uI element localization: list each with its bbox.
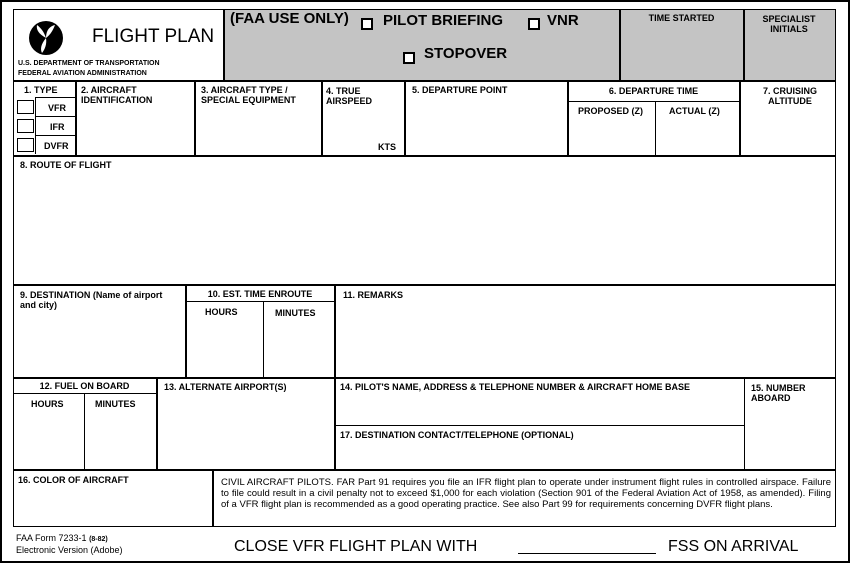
number-aboard-field[interactable] bbox=[744, 378, 836, 470]
vnr-label: VNR bbox=[547, 12, 579, 29]
faa-use-box bbox=[224, 9, 620, 81]
vfr-checkbox[interactable] bbox=[17, 100, 34, 114]
true-airspeed-field[interactable] bbox=[322, 81, 405, 156]
form-number-line bbox=[16, 533, 108, 545]
kts-label: KTS bbox=[378, 142, 396, 152]
aircraft-color-label: 16. COLOR OF AIRCRAFT bbox=[18, 475, 129, 485]
fuel-header bbox=[13, 378, 157, 394]
cruising-altitude-field[interactable] bbox=[740, 81, 836, 156]
specialist-initials-label: SPECIALIST INITIALS bbox=[762, 14, 816, 34]
faa-use-only-label: (FAA USE ONLY) bbox=[230, 10, 349, 27]
form-number: FAA Form 7233-1 bbox=[16, 533, 87, 543]
destination-contact-label: 17. DESTINATION CONTACT/TELEPHONE (OPTIONAL) bbox=[340, 430, 574, 440]
est-hours-label: HOURS bbox=[205, 307, 238, 317]
notice-box bbox=[213, 470, 836, 527]
stopover-label: STOPOVER bbox=[424, 45, 508, 62]
actual-label: ACTUAL (Z) bbox=[669, 106, 720, 116]
specialist-initials-box[interactable] bbox=[744, 9, 836, 81]
remarks-field[interactable] bbox=[335, 285, 836, 378]
est-time-label: 10. EST. TIME ENROUTE bbox=[207, 289, 313, 299]
route-label: 8. ROUTE OF FLIGHT bbox=[20, 160, 112, 170]
aircraft-color-field[interactable] bbox=[13, 470, 213, 527]
fuel-label: 12. FUEL ON BOARD bbox=[39, 381, 130, 391]
ifr-checkbox[interactable] bbox=[17, 119, 34, 133]
close-vfr-text: CLOSE VFR FLIGHT PLAN WITH bbox=[234, 538, 478, 555]
notice-text: CIVIL AIRCRAFT PILOTS. FAR Part 91 requires you file an IFR flight plan to operate under instrument flight rules in controlled airspace. Failure to file could result in a civil penalty not to exceed $1,000 for each violation (Section 901 of the Federal Aviation Act of 1958, as amended). Filing of a VFR flight plan is recommended as a good operating practice. See also Part 99 for requirements concerning DVFR flight plans. bbox=[221, 477, 831, 510]
form-title: FLIGHT PLAN bbox=[92, 26, 215, 47]
pilot-name-label: 14. PILOT'S NAME, ADDRESS & TELEPHONE NUMBER & AIRCRAFT HOME BASE bbox=[340, 382, 690, 392]
est-minutes-field[interactable] bbox=[263, 301, 335, 378]
route-of-flight-field[interactable] bbox=[13, 156, 836, 285]
departure-point-field[interactable] bbox=[405, 81, 568, 156]
destination-label: 9. DESTINATION (Name of airport and city) bbox=[20, 290, 163, 310]
fss-name-blank[interactable] bbox=[518, 553, 656, 554]
actual-time-field[interactable] bbox=[655, 101, 740, 156]
electronic-version-label: Electronic Version (Adobe) bbox=[16, 545, 123, 555]
stopover-checkbox[interactable] bbox=[403, 52, 415, 64]
dvfr-label: DVFR bbox=[44, 141, 69, 151]
proposed-label: PROPOSED (Z) bbox=[578, 106, 644, 116]
aircraft-type-label: 3. AIRCRAFT TYPE / SPECIAL EQUIPMENT bbox=[201, 85, 296, 105]
dept-line-2: FEDERAL AVIATION ADMINISTRATION bbox=[18, 70, 147, 77]
departure-time-label: 6. DEPARTURE TIME bbox=[608, 86, 699, 96]
fss-on-arrival-text: FSS ON ARRIVAL bbox=[668, 538, 799, 555]
aircraft-id-label: 2. AIRCRAFT IDENTIFICATION bbox=[81, 85, 153, 105]
aircraft-type-field[interactable] bbox=[195, 81, 322, 156]
alternate-airport-field[interactable] bbox=[157, 378, 335, 470]
vfr-label: VFR bbox=[48, 103, 66, 113]
est-minutes-label: MINUTES bbox=[275, 308, 316, 318]
dot-logo-icon bbox=[28, 20, 64, 56]
true-airspeed-label: 4. TRUE AIRSPEED bbox=[326, 86, 373, 106]
destination-field[interactable] bbox=[13, 285, 186, 378]
remarks-label: 11. REMARKS bbox=[343, 290, 404, 300]
header-title-box bbox=[13, 9, 224, 81]
departure-point-label: 5. DEPARTURE POINT bbox=[412, 85, 508, 95]
ifr-label: IFR bbox=[50, 122, 65, 132]
proposed-time-field[interactable] bbox=[568, 101, 656, 156]
time-started-box[interactable] bbox=[620, 9, 744, 81]
destination-contact-field[interactable] bbox=[335, 425, 745, 470]
est-hours-field[interactable] bbox=[186, 301, 264, 378]
dept-line-1: U.S. DEPARTMENT OF TRANSPORTATION bbox=[18, 60, 160, 67]
pilot-briefing-checkbox[interactable] bbox=[361, 18, 373, 30]
type-label: 1. TYPE bbox=[24, 85, 58, 95]
form-date: (8-82) bbox=[89, 536, 108, 543]
fuel-minutes-field[interactable] bbox=[84, 393, 157, 470]
cruising-altitude-label: 7. CRUISING ALTITUDE bbox=[762, 86, 817, 106]
fuel-minutes-label: MINUTES bbox=[95, 399, 136, 409]
fuel-hours-field[interactable] bbox=[13, 393, 85, 470]
type-box bbox=[13, 81, 76, 156]
vnr-checkbox[interactable] bbox=[528, 18, 540, 30]
pilot-briefing-label: PILOT BRIEFING bbox=[383, 12, 503, 29]
dvfr-checkbox[interactable] bbox=[17, 138, 34, 152]
departure-time-header bbox=[568, 81, 740, 102]
aircraft-id-field[interactable] bbox=[76, 81, 195, 156]
fuel-hours-label: HOURS bbox=[31, 399, 64, 409]
number-aboard-label: 15. NUMBER ABOARD bbox=[751, 383, 806, 403]
est-time-header bbox=[186, 285, 335, 302]
alternate-label: 13. ALTERNATE AIRPORT(S) bbox=[164, 382, 287, 392]
pilot-name-field[interactable] bbox=[335, 378, 745, 426]
time-started-label: TIME STARTED bbox=[648, 13, 715, 23]
